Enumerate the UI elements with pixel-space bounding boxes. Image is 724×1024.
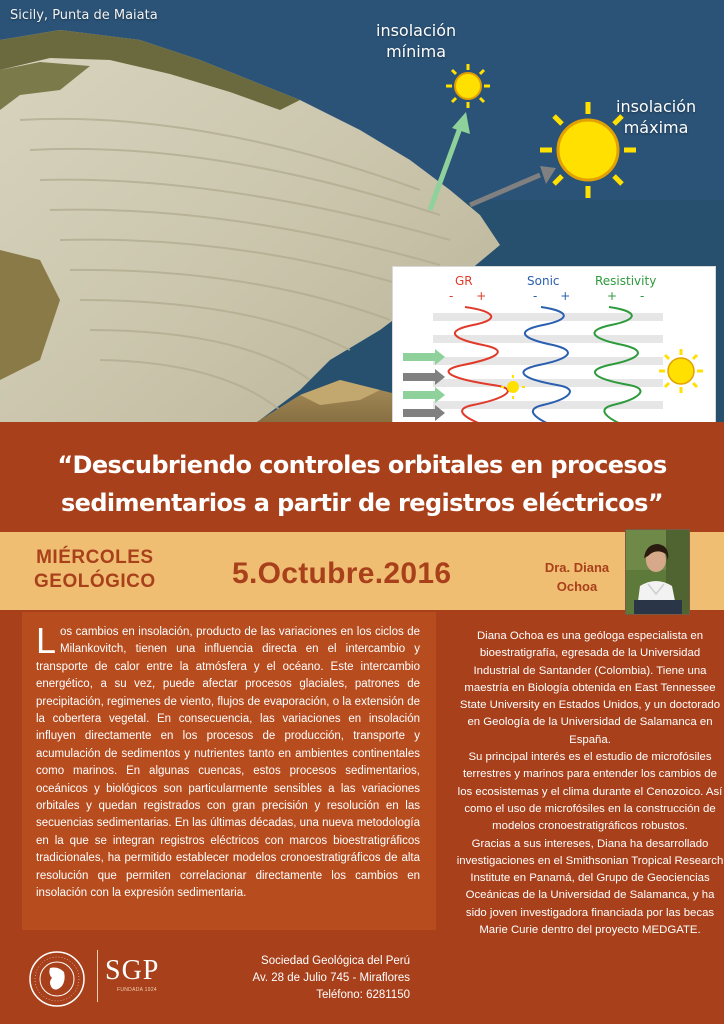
event-series: [34, 546, 156, 594]
sgp-logo-text: SGP: [105, 955, 160, 986]
log-title-resistivity: Resistivity: [595, 274, 657, 288]
log-curves: [393, 267, 717, 439]
bio-paragraph-1: Diana Ochoa es una geóloga especialista en bioestratigrafía, egresada de la Universidad Industrial de Santander (Colombia). Tiene una maestría en Biología obtenida en East Tennessee State University en Estados Unidos, y un doctorado en Geología de la Universidad de Salamanca en España.: [459, 630, 721, 746]
address-line-3: Teléfono: 6281150: [316, 989, 410, 1001]
speaker-name-line1: Dra. Diana: [544, 560, 610, 575]
society-address: [220, 953, 410, 1004]
photo-location: Sicily, Punta de Maiata: [10, 8, 158, 23]
insolation-max-label: [616, 96, 696, 138]
speaker-portrait: [626, 530, 690, 615]
log-signs-resistivity: + -: [607, 289, 645, 303]
talk-title: “Descubriendo controles orbitales en procesos sedimentarios a partir de registros eléctricos”: [57, 451, 667, 517]
insolation-max-line1: insolación: [616, 97, 697, 116]
abstract-body: os cambios en insolación, producto de las variaciones en los ciclos de Milankovitch, tienen una influencia directa en el intercambio y transporte de calor entre la atmósfera y el océano. Este intercambio energético, a su vez, puede afectar procesos glaciales, patrones de precipitación, regimenes de viento, flujos de evaporación, o la extensión de la cobertera vegetal. En consecuencia, las variaciones en insolación influyen directamente en los procesos de producción, transporte y acumulación de sedimentos y nutrientes tanto en ambientes continentales como marinos. En algunas cuencas, estos procesos sedimentarios, oceánicos y biológicos son particularmente sensibles a las variaciones orbitales y quedan registrados con gran precisión y resolución en las secuencias sedimentarias. En las últimas décadas, una nueva metodología en la que se integran registros eléctricos con marcos bioestratigráficos tradicionales, ha permitido establecer modelos cronoestratigráficos de alta resolución que permiten correlacionar directamente los cambios en insolación con la expresión sedimentaria.: [36, 626, 420, 900]
log-signs-gr: - +: [449, 289, 487, 303]
insolation-min-line2: mínima: [386, 42, 447, 61]
speaker-name: [536, 558, 618, 596]
log-title-gr: GR: [455, 274, 473, 288]
speaker-bio: [456, 628, 724, 939]
insolation-min-label: [376, 20, 456, 62]
sgp-seal-icon: [26, 950, 88, 1008]
abstract-dropcap: L: [36, 620, 57, 661]
event-series-line2: GEOLÓGICO: [34, 571, 156, 592]
cliff-photo: [0, 0, 724, 440]
well-log-diagram: [392, 266, 716, 438]
log-signs-sonic: - +: [533, 289, 571, 303]
bio-paragraph-2: Su principal interés es el estudio de microfósiles terrestres y marinos para entender los cambios de los ecosistemas y el clima durante el Cenozoico. Así como el uso de microfósiles en la construcción de modelos cronoestratigráficos robustos.: [457, 751, 723, 833]
speaker-name-line2: Ochoa: [556, 579, 598, 594]
sgp-logo-subtitle: FUNDADA 1924: [117, 987, 158, 993]
address-line-1: Sociedad Geológica del Perú: [261, 955, 410, 967]
sgp-seal-logo: [26, 950, 88, 1013]
address-line-2: Av. 28 de Julio 745 - Miraflores: [252, 972, 410, 984]
log-title-sonic: Sonic: [527, 274, 560, 288]
bio-paragraph-3: Gracias a sus intereses, Diana ha desarrollado investigaciones en el Smithsonian Tropical Research Institute en Panamá, del Grupo de Geociencias Oceánicas de la Universidad de Salamanca, y ha sido joven investigadora financiada por las becas Marie Curie dentro del proyecto MEDGATE.: [456, 837, 724, 937]
abstract-text: [36, 620, 420, 903]
event-series-line1: MIÉRCOLES: [36, 547, 154, 568]
insolation-max-line2: máxima: [623, 118, 689, 137]
speaker-photo: [625, 529, 690, 615]
log-sun-large-icon: [659, 349, 703, 393]
event-date: 5.Octubre.2016: [232, 557, 452, 590]
logo-divider: [97, 950, 98, 1002]
insolation-min-line1: insolación: [376, 21, 457, 40]
